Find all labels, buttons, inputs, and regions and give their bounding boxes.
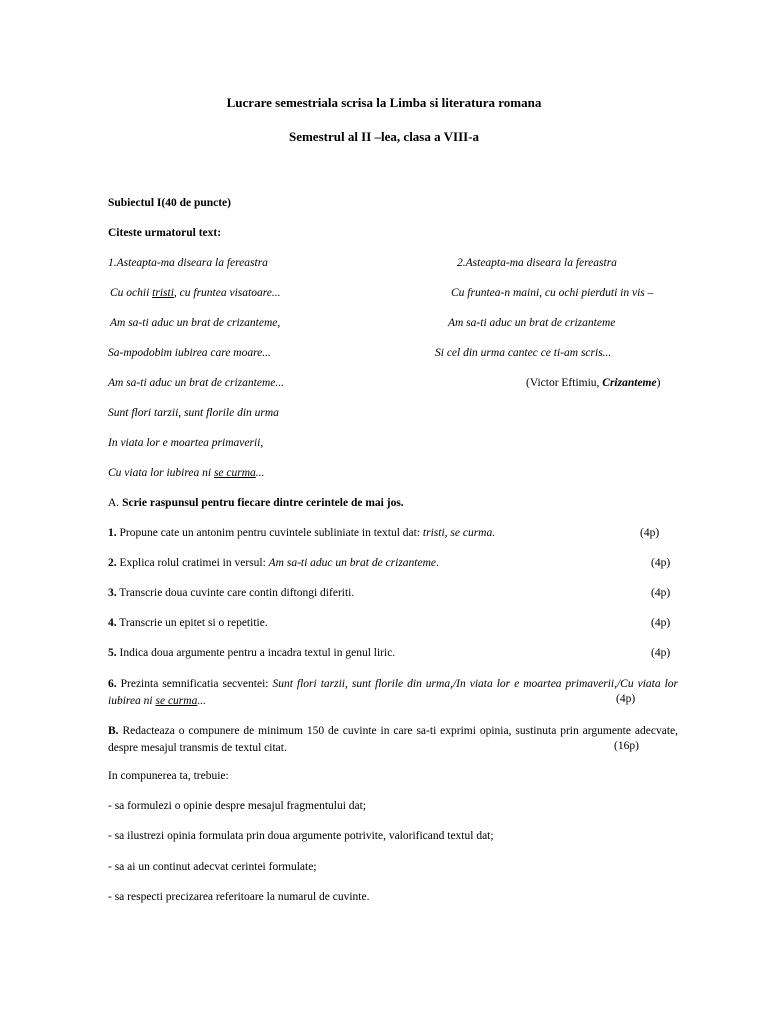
poem-left-line-7: In viata lor e moartea primaverii, bbox=[108, 437, 264, 449]
subject-instruction: Citeste urmatorul text: bbox=[108, 227, 222, 239]
question-6 bbox=[108, 676, 678, 710]
section-letter: A. bbox=[108, 497, 120, 509]
question-4-points: (4p) bbox=[651, 617, 671, 629]
poem-left-line-8 bbox=[108, 467, 264, 479]
poem-source bbox=[526, 377, 660, 389]
section-b-bullet-4: - sa respecti precizarea referitoare la numarul de cuvinte. bbox=[108, 891, 370, 903]
question-number: 2. bbox=[108, 557, 117, 569]
section-b-bullet-3: - sa ai un continut adecvat cerintei formulate; bbox=[108, 861, 317, 873]
poem-text: Cu viata lor iubirea ni bbox=[108, 467, 214, 479]
question-text: Prezinta semnificatia secventei: bbox=[116, 678, 273, 690]
section-b-intro: In compunerea ta, trebuie: bbox=[108, 770, 229, 782]
section-heading-text: Scrie raspunsul pentru fiecare dintre cerintele de mai jos. bbox=[119, 497, 404, 509]
poem-left-line-2 bbox=[110, 287, 280, 299]
poem-text: Cu ochii bbox=[110, 287, 153, 299]
document-subtitle: Semestrul al II –lea, clasa a VIII-a bbox=[288, 129, 480, 144]
section-b-bullet-1: - sa formulezi o opinie despre mesajul fragmentului dat; bbox=[108, 800, 367, 812]
question-text: Propune cate un antonim pentru cuvintele subliniate in textul dat: bbox=[116, 527, 423, 539]
question-quote: Sunt flori tarzii, sunt florile din urma,/In viata lor e moartea primaverii,/Cu viata lor iubirea ni bbox=[108, 678, 678, 707]
section-a-heading bbox=[108, 497, 404, 509]
question-number: 3. bbox=[108, 587, 117, 599]
source-end: ) bbox=[656, 377, 661, 389]
section-b-bullet-2: - sa ilustrezi opinia formulata prin doua argumente potrivite, valorificand textul dat; bbox=[108, 830, 494, 842]
section-b-text: Redacteaza o compunere de minimum 150 de cuvinte in care sa-ti exprimi opinia, sustinuta prin argumente adecvate, despre mesajul transmis de textul citat. bbox=[108, 725, 678, 754]
question-quote: ... bbox=[197, 695, 206, 707]
source-author: (Victor Eftimiu, bbox=[526, 377, 603, 389]
poem-left-line-6: Sunt flori tarzii, sunt florile din urma bbox=[108, 407, 279, 419]
poem-left-line-4: Sa-mpodobim iubirea care moare... bbox=[108, 347, 271, 359]
poem-right-line-1: 2.Asteapta-ma diseara la fereastra bbox=[457, 257, 617, 269]
underlined-word: tristi bbox=[152, 287, 174, 299]
question-5-points: (4p) bbox=[651, 647, 671, 659]
question-6-points: (4p) bbox=[616, 693, 636, 705]
section-b bbox=[108, 723, 678, 757]
question-number: 1. bbox=[108, 527, 117, 539]
question-quote: Am sa-ti aduc un brat de crizanteme bbox=[268, 557, 437, 569]
question-5 bbox=[108, 647, 395, 659]
poem-right-line-2: Cu fruntea-n maini, cu ochi pierduti in vis – bbox=[451, 287, 654, 299]
question-2 bbox=[108, 557, 439, 569]
question-text: . bbox=[436, 557, 439, 569]
underlined-word: se curma bbox=[155, 695, 198, 707]
question-3 bbox=[108, 587, 354, 599]
question-1 bbox=[108, 527, 495, 539]
question-quote: tristi, se curma. bbox=[422, 527, 496, 539]
question-text: Transcrie doua cuvinte care contin diftongi diferiti. bbox=[116, 587, 355, 599]
poem-text: ... bbox=[255, 467, 265, 479]
question-number: 6. bbox=[108, 678, 117, 690]
poem-left-line-3: Am sa-ti aduc un brat de crizanteme, bbox=[110, 317, 281, 329]
poem-left-line-1: 1.Asteapta-ma diseara la fereastra bbox=[108, 257, 268, 269]
underlined-word: se curma bbox=[213, 467, 256, 479]
question-number: 5. bbox=[108, 647, 117, 659]
question-1-points: (4p) bbox=[640, 527, 660, 539]
poem-right-line-3: Am sa-ti aduc un brat de crizanteme bbox=[448, 317, 616, 329]
section-b-points: (16p) bbox=[614, 740, 639, 752]
section-letter: B. bbox=[108, 725, 119, 737]
subject-heading: Subiectul I(40 de puncte) bbox=[108, 197, 231, 209]
question-2-points: (4p) bbox=[651, 557, 671, 569]
question-text: Indica doua argumente pentru a incadra textul in genul liric. bbox=[116, 647, 396, 659]
question-4 bbox=[108, 617, 268, 629]
question-text: Explica rolul cratimei in versul: bbox=[116, 557, 269, 569]
question-3-points: (4p) bbox=[651, 587, 671, 599]
question-text: Transcrie un epitet si o repetitie. bbox=[116, 617, 268, 629]
source-title: Crizanteme bbox=[602, 377, 657, 389]
poem-left-line-5: Am sa-ti aduc un brat de crizanteme... bbox=[108, 377, 284, 389]
poem-right-line-4: Si cel din urma cantec ce ti-am scris... bbox=[435, 347, 612, 359]
document-title: Lucrare semestriala scrisa la Limba si literatura romana bbox=[226, 95, 542, 110]
poem-text: , cu fruntea visatoare... bbox=[173, 287, 281, 299]
question-number: 4. bbox=[108, 617, 117, 629]
